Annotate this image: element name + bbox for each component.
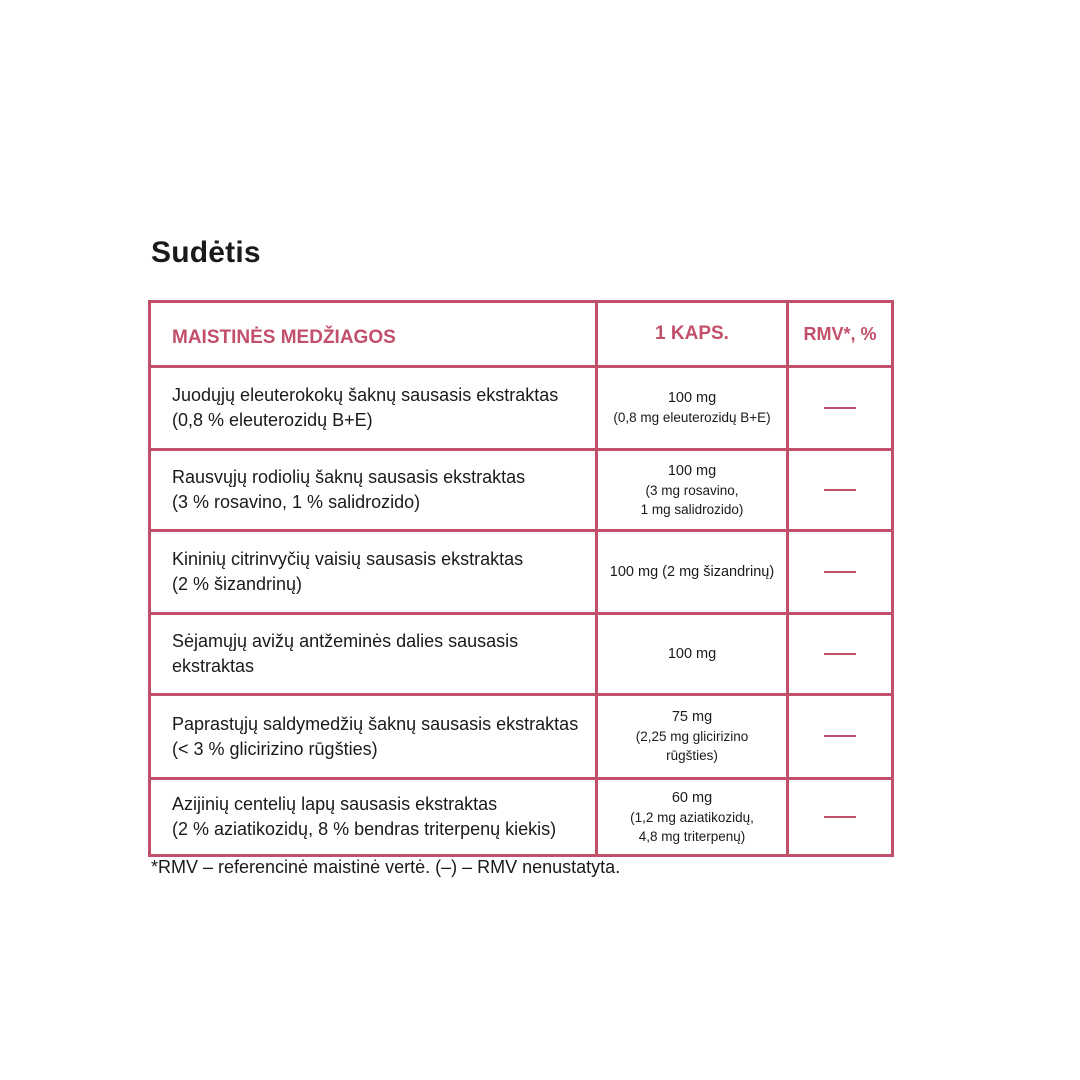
dash-icon: [824, 489, 856, 491]
ingredient-amount: 100 mg (3 mg rosavino, 1 mg salidrozido): [597, 450, 788, 531]
dash-icon: [824, 816, 856, 818]
table-row: [150, 614, 893, 695]
dash-icon: [824, 407, 856, 409]
table-row: [150, 367, 893, 450]
ingredient-amount: 100 mg: [597, 614, 788, 695]
ingredient-name: Sėjamųjų avižų antžeminės dalies sausasis ekstraktas: [150, 614, 597, 695]
dash-icon: [824, 653, 856, 655]
ingredient-name: Rausvųjų rodiolių šaknų sausasis ekstraktas (3 % rosavino, 1 % salidrozido): [150, 450, 597, 531]
composition-table: [148, 300, 894, 857]
rmv-value: [788, 450, 893, 531]
header-nutrients: MAISTINĖS MEDŽIAGOS: [150, 302, 597, 367]
ingredient-name: Paprastųjų saldymedžių šaknų sausasis ekstraktas (< 3 % glicirizino rūgšties): [150, 695, 597, 779]
footnote: *RMV – referencinė maistinė vertė. (–) – RMV nenustatyta.: [151, 857, 621, 877]
header-per-capsule: 1 KAPS.: [597, 302, 788, 367]
ingredient-amount: 75 mg (2,25 mg glicirizino rūgšties): [597, 695, 788, 779]
table-row: [150, 531, 893, 614]
rmv-value: [788, 695, 893, 779]
rmv-value: [788, 531, 893, 614]
dash-icon: [824, 571, 856, 573]
header-rmv: RMV*, %: [788, 302, 893, 367]
ingredient-name: Kininių citrinvyčių vaisių sausasis ekstraktas (2 % šizandrinų): [150, 531, 597, 614]
ingredient-name: Juodųjų eleuterokokų šaknų sausasis ekstraktas (0,8 % eleuterozidų B+E): [150, 367, 597, 450]
table-header-row: [150, 302, 893, 367]
rmv-value: [788, 779, 893, 856]
rmv-value: [788, 367, 893, 450]
ingredient-name: Azijinių centelių lapų sausasis ekstraktas (2 % aziatikozidų, 8 % bendras triterpenų kiekis): [150, 779, 597, 856]
rmv-value: [788, 614, 893, 695]
page-title: Sudėtis: [151, 236, 261, 269]
dash-icon: [824, 735, 856, 737]
ingredient-amount: 100 mg (0,8 mg eleuterozidų B+E): [597, 367, 788, 450]
ingredient-amount: 100 mg (2 mg šizandrinų): [597, 531, 788, 614]
table-row: [150, 779, 893, 856]
table-row: [150, 450, 893, 531]
table-row: [150, 695, 893, 779]
ingredient-amount: 60 mg (1,2 mg aziatikozidų, 4,8 mg triterpenų): [597, 779, 788, 856]
